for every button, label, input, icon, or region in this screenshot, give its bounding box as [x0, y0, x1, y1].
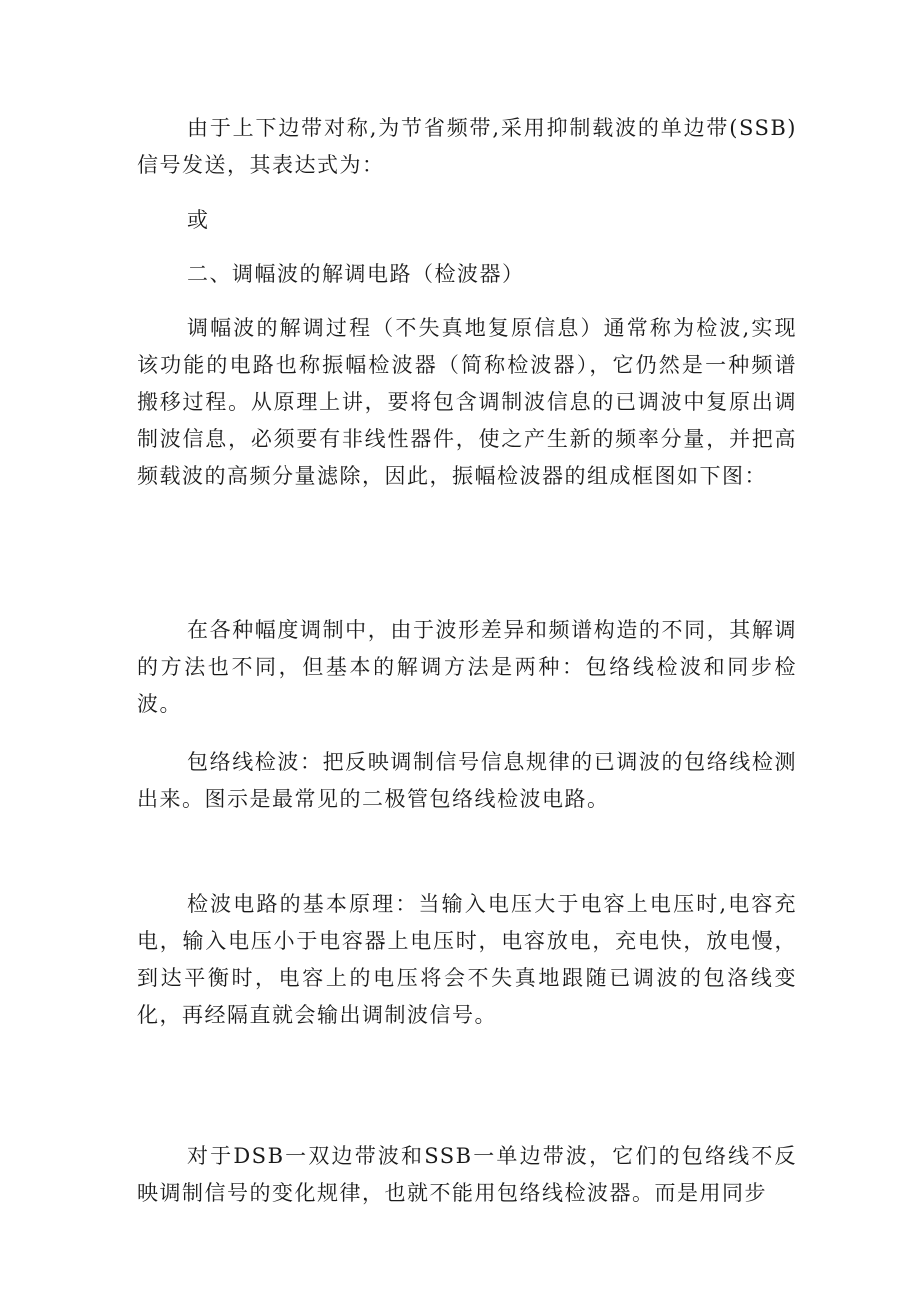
paragraph-or: 或 [187, 208, 210, 232]
paragraph-demodulation-methods: 在各种幅度调制中，由于波形差异和频谱构造的不同，其解调的方法也不同，但基本的解调方法是两种：包络线检波和同步检波。 [137, 618, 797, 716]
paragraph-dsb-ssb: 对于DSB一双边带波和SSB一单边带波，它们的包络线不反映调制信号的变化规律，也就不能用包络线检波器。而是用同步 [137, 1144, 797, 1205]
paragraph-detector-principle: 检波电路的基本原理：当输入电压大于电容上电压时,电容充电，输入电压小于电容器上电压时，电容放电，充电快，放电慢，到达平衡时，电容上的电压将会不失真地跟随已调波的包洛线变化，再经隔直就会输出调制波信号。 [137, 892, 797, 1027]
paragraph-envelope-detection: 包络线检波：把反映调制信号信息规律的已调波的包络线检测出来。图示是最常见的二极管包络线检波电路。 [137, 750, 797, 811]
section-heading-demodulation: 二、调幅波的解调电路（检波器） [187, 262, 525, 286]
paragraph-demodulation-process: 调幅波的解调过程（不失真地复原信息）通常称为检波,实现该功能的电路也称振幅检波器（简称检波器），它仍然是一种频谱搬移过程。从原理上讲，要将包含调制波信息的已调波中复原出调制波信息，必须要有非线性器件，使之产生新的频率分量，并把高频载波的高频分量滤除，因此，振幅检波器的组成框图如下图： [137, 316, 797, 488]
paragraph-ssb-intro: 由于上下边带对称,为节省频带,采用抑制载波的单边带(SSB)信号发送，其表达式为： [137, 116, 797, 177]
